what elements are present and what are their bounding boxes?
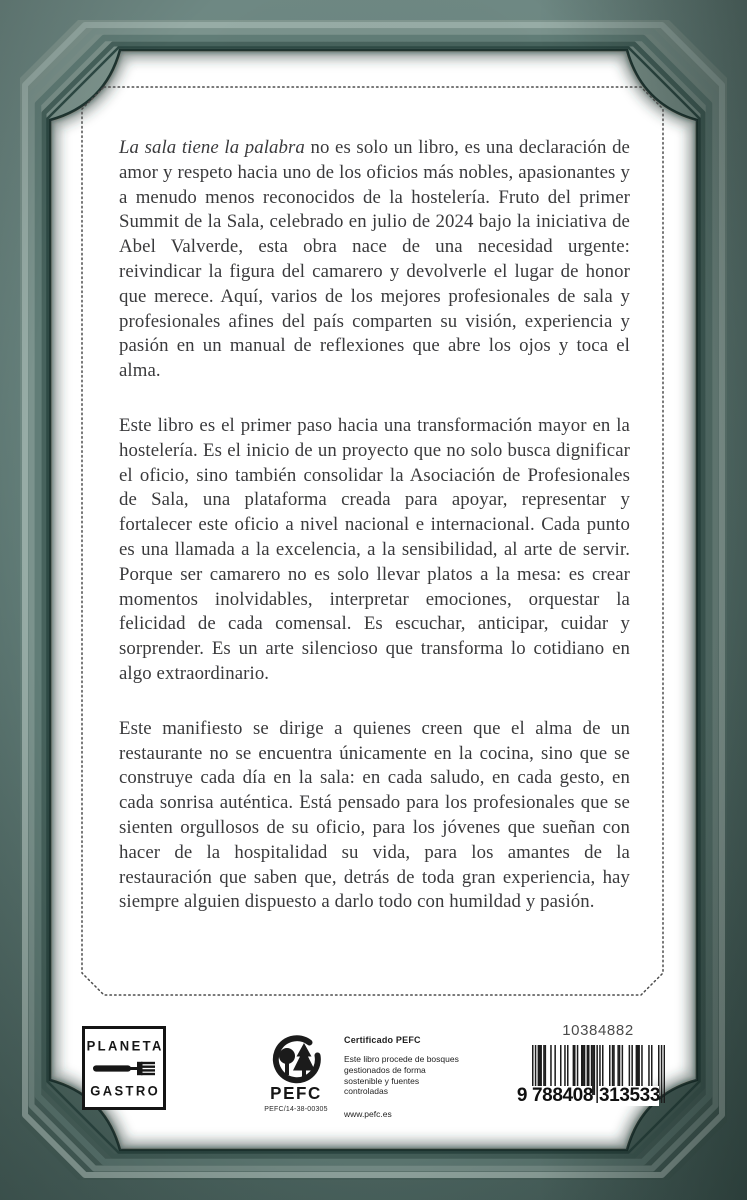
- blurb-paragraph-2: Este libro es el primer paso hacia una transformación mayor en la hostelería. Es el inicio de un proyecto que no solo busca dignificar el oficio, sino también consolidar la Asociación de Profesionales de Sala, una plataforma creada para apoyar, representar y fortalecer este oficio a nivel nacional e internacional. Cada punto es una llamada a la excelencia, a la sensibilidad, al arte de servir. Porque ser camarero no es solo llevar platos a la mesa: es crear momentos inolvidables, interpretar emociones, orquestar la felicidad de cada comensal. Es escuchar, anticipar, cuidar y sorprender. Es un arte silencioso que transforma lo cotidiano en algo extraordinario.: [119, 414, 630, 684]
- blurb-text: [119, 136, 630, 945]
- pefc-trees-recycle-icon: [268, 1035, 324, 1085]
- fork-icon: [92, 1061, 156, 1076]
- barcode-digits: [512, 1086, 664, 1108]
- pefc-wordmark: PEFC: [270, 1083, 322, 1104]
- pefc-certificate-text: [344, 1035, 472, 1119]
- book-title-italic: La sala tiene la palabra: [119, 137, 305, 158]
- blurb-paragraph-3: Este manifiesto se dirige a quienes creen que el alma de un restaurante no se encuentra únicamente en la cocina, sino que se construye cada día en la sala: en cada saludo, en cada gesto, en cada sonrisa auténtica. Está pensado para los profesionales que se sienten orgullosos de su oficio, para los jóvenes que sueñan con hacer de la hospitalidad su vida, para los amantes de la restauración que saben que, detrás de toda gran experiencia, hay siempre alguien dispuesto a darlo todo con humildad y pasión.: [119, 717, 630, 913]
- barcode: [512, 1022, 664, 1116]
- barcode-upper-number: 10384882: [562, 1022, 634, 1039]
- publisher-name-line2: GASTRO: [90, 1082, 161, 1099]
- blurb-paragraph-1: La sala tiene la palabra no es solo un libro, es una declaración de amor y respeto hacia uno de los oficios más nobles, apasionantes y a menudo menos reconocidos de la hostelería. Fruto del primer Summit de la Sala, celebrado en julio de 2024 bajo la iniciativa de Abel Valverde, esta obra nace de una necesidad urgente: reivindicar la figura del camarero y devolverle el lugar de honor que merece. Aquí, varios de los mejores profesionales de sala y profesionales afines del país comparten su visión, experiencia y pasión en un manual de reflexiones que abre los ojos y toca el alma.: [119, 137, 630, 382]
- ean-group-1: 788408: [532, 1085, 594, 1106]
- publisher-name-line1: PLANETA: [86, 1037, 164, 1054]
- planeta-gastro-logo: [82, 1026, 166, 1110]
- pefc-license-number: PEFC/14-38-00305: [264, 1106, 328, 1113]
- ean-prefix-digit: 9: [512, 1086, 527, 1106]
- certificate-title: Certificado PEFC: [344, 1035, 421, 1045]
- ean-group-2: 313533: [599, 1085, 661, 1106]
- pefc-logo: [256, 1035, 336, 1113]
- certificate-body: Este libro procede de bosques gestionados de forma sostenible y fuentes controladas: [344, 1054, 459, 1097]
- pefc-url: www.pefc.es: [344, 1109, 392, 1120]
